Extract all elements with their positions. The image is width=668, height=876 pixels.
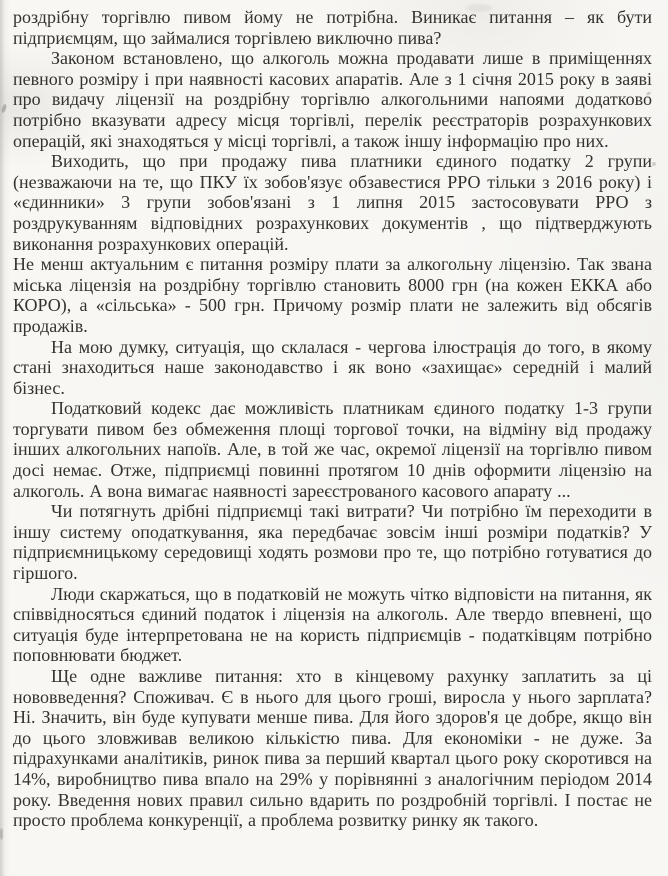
paragraph: Чи потягнуть дрібні підприємці такі витрати? Чи потрібно їм переходити в іншу систему оподаткування, яка передбачає зовсім інші розміри податків? У підприємницькому середовищі ходять розмови про те, що потрібно готуватися до гіршого. <box>13 501 652 584</box>
scan-edge-shadow <box>0 0 5 876</box>
paragraph: Не менш актуальним є питання розміру плати за алкогольну ліцензію. Так звана міська ліцензія на роздрібну торгівлю становить 8000 грн (на кожен ЕККА або КОРО), а «сільська» - 500 грн. Причому розмір плати не залежить від обсягів продажів. <box>13 254 652 336</box>
paragraph: На мою думку, ситуація, що склалася - чергова ілюстрація до того, в якому стані знаходиться наше законодавство і як воно «захищає» середній і малий бізнес. <box>13 336 652 398</box>
paragraph-continuation: роздрібну торгівлю пивом йому не потрібна. Виникає питання – як бути підприємцям, що займалися торгівлею виключно пива? <box>13 7 652 48</box>
paragraph: Законом встановлено, що алкоголь можна продавати лише в приміщеннях певного розміру і при наявності касових апаратів. Але з 1 січня 2015 року в заяві про видачу ліцензії на роздрібну торгівлю алкогольними напоями додатково потрібно вказувати адресу місця торгівлі, перелік реєстраторів розрахункових операцій, які знаходяться у місці торгівлі, а також іншу інформацію про них. <box>13 48 652 151</box>
paragraph: Податковий кодекс дає можливість платникам єдиного податку 1-3 групи торгувати пивом без обмеження площі торгової точки, на відміну від продажу інших алкогольних напоїв. Але, в той же час, окремої ліцензії на торгівлю пивом досі немає. Отже, підприємці повинні протягом 10 днів оформити ліцензію на алкоголь. А вона вимагає наявності зареєстрованого касового апарату ... <box>13 398 652 501</box>
scan-speck <box>0 828 3 840</box>
paragraph: Виходить, що при продажу пива платники єдиного податку 2 групи (незважаючи на те, що ПКУ їх зобов'язує обзавестися РРО тільки з 2016 року) і «єдинники» 3 групи зобов'язані з 1 липня 2015 застосовувати РРО з роздрукуванням відповідних розрахункових документів , що підтверджують виконання розрахункових операцій. <box>13 151 652 254</box>
scan-speck <box>466 4 492 12</box>
paragraph: Люди скаржаться, що в податковій не можуть чітко відповісти на питання, як співвідносяться єдиний податок і ліцензія на алкоголь. Але твердо впевнені, що ситуація буде інтерпретована не на користь підприємців - податківцям потрібно поповнювати бюджет. <box>13 583 652 666</box>
paragraph: Ще одне важливе питання: хто в кінцевому рахунку заплатить за ці нововведення? Споживач. Є в нього для цього гроші, виросла у нього зарплата? Ні. Значить, він буде купувати менше пива. Для його здоров'я це добре, якщо він до цього зловживав великою кількістю пива. Для економіки - не дуже. За підрахунками аналітиків, ринок пива за перший квартал цього року скоротився на 14%, виробництво пива впало на 29% у порівнянні з аналогічним періодом 2014 року. Введення нових правил сильно вдарить по роздробній торгівлі. І постає не просто проблема конкуренції, а проблема розвитку ринку як такого. <box>13 666 652 831</box>
scan-speck <box>512 206 518 209</box>
scan-speck <box>652 162 656 166</box>
